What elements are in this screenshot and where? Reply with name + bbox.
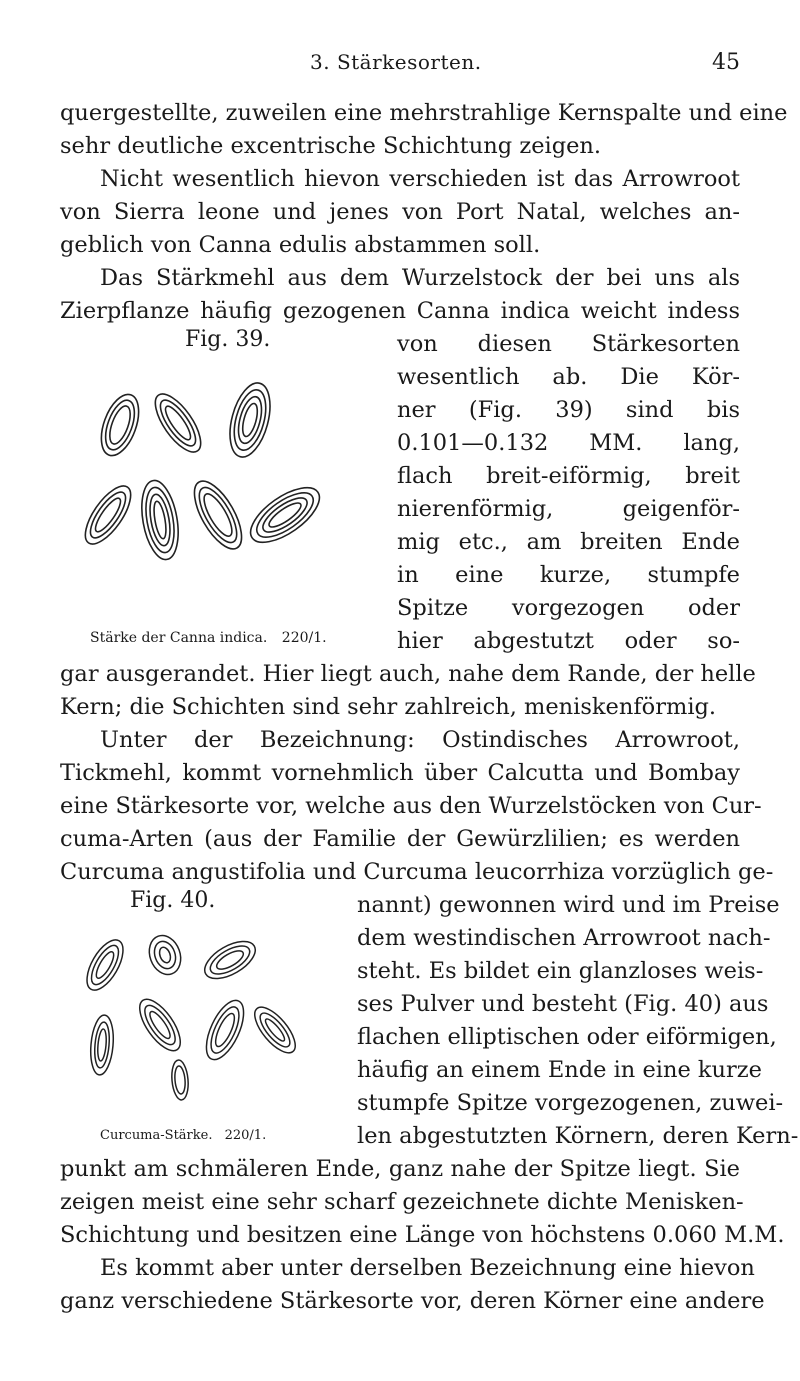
starch-grain bbox=[144, 931, 186, 979]
text-line: von Sierra leone und jenes von Port Natal, welches an- bbox=[60, 199, 740, 225]
text-line: flachen elliptischen oder eiförmigen, bbox=[357, 1024, 777, 1050]
text-line: 0.101—0.132 MM. lang, bbox=[397, 430, 740, 456]
figure-39-label: Fig. 39. bbox=[185, 327, 271, 352]
page-number: 45 bbox=[712, 50, 740, 75]
text-line: flach breit-eiförmig, breit bbox=[397, 463, 740, 489]
text-line: dem westindischen Arrowroot nach- bbox=[357, 925, 771, 951]
text-line: Nicht wesentlich hievon verschieden ist das Arrowroot bbox=[100, 166, 740, 192]
figure-40-caption: Curcuma-Stärke. 220/1. bbox=[100, 1128, 267, 1143]
starch-grain bbox=[170, 1059, 189, 1100]
text-line: Tickmehl, kommt vornehmlich über Calcutta und Bombay bbox=[60, 760, 740, 786]
text-line: Es kommt aber unter derselben Bezeichnung eine hievon bbox=[100, 1255, 755, 1281]
text-line: zeigen meist eine sehr scharf gezeichnete dichte Menisken- bbox=[60, 1189, 744, 1215]
running-head: 3. Stärkesorten. bbox=[310, 50, 482, 74]
text-line: häufig an einem Ende in eine kurze bbox=[357, 1057, 762, 1083]
text-line: hier abgestutzt oder so- bbox=[397, 628, 740, 654]
text-line: Kern; die Schichten sind sehr zahlreich, meniskenförmig. bbox=[60, 694, 717, 720]
text-line: eine Stärkesorte vor, welche aus den Wurzelstöcken von Cur- bbox=[60, 793, 762, 819]
text-line: Zierpflanze häufig gezogenen Canna indica weicht indess bbox=[60, 298, 740, 324]
starch-grain bbox=[80, 934, 130, 995]
starch-grain bbox=[132, 993, 188, 1057]
text-line: cuma-Arten (aus der Familie der Gewürzlilien; es werden bbox=[60, 826, 740, 852]
text-line: nierenförmig, geigenför- bbox=[397, 496, 740, 522]
starch-grain bbox=[199, 995, 251, 1065]
figure-40-label: Fig. 40. bbox=[130, 888, 216, 913]
starch-grain bbox=[199, 934, 261, 986]
text-line: gar ausgerandet. Hier liegt auch, nahe dem Rande, der helle bbox=[60, 661, 756, 687]
text-line: mig etc., am breiten Ende bbox=[397, 529, 740, 555]
figure-39-starch-grains bbox=[60, 365, 360, 625]
text-line: quergestellte, zuweilen eine mehrstrahlige Kernspalte und eine bbox=[60, 100, 788, 126]
text-line: wesentlich ab. Die Kör- bbox=[397, 364, 740, 390]
starch-grain bbox=[88, 1014, 115, 1076]
text-line: Curcuma angustifolia und Curcuma leucorrhiza vorzüglich ge- bbox=[60, 859, 774, 885]
text-line: ganz verschiedene Stärkesorte vor, deren Körner eine andere bbox=[60, 1288, 765, 1314]
text-line: von diesen Stärkesorten bbox=[397, 331, 740, 357]
text-line: Spitze vorgezogen oder bbox=[397, 595, 740, 621]
starch-grain bbox=[136, 478, 183, 563]
starch-grain bbox=[223, 379, 277, 462]
figure-39-caption: Stärke der Canna indica. 220/1. bbox=[90, 630, 327, 646]
starch-grain bbox=[94, 389, 146, 460]
starch-grain bbox=[147, 387, 209, 459]
text-line: len abgestutzten Körnern, deren Kern- bbox=[357, 1123, 799, 1149]
page-header bbox=[60, 50, 740, 90]
starch-grain bbox=[248, 1001, 302, 1059]
figure-40-starch-grains bbox=[80, 925, 340, 1125]
text-line: in eine kurze, stumpfe bbox=[397, 562, 740, 588]
text-line: steht. Es bildet ein glanzloses weis- bbox=[357, 958, 764, 984]
starch-grain bbox=[185, 474, 251, 556]
text-line: nannt) gewonnen wird und im Preise bbox=[357, 892, 780, 918]
text-line: Unter der Bezeichnung: Ostindisches Arrowroot, bbox=[100, 727, 740, 753]
text-line: Schichtung und besitzen eine Länge von höchstens 0.060 M.M. bbox=[60, 1222, 785, 1248]
starch-grain bbox=[77, 479, 139, 551]
text-line: punkt am schmäleren Ende, ganz nahe der Spitze liegt. Sie bbox=[60, 1156, 740, 1182]
text-line: ses Pulver und besteht (Fig. 40) aus bbox=[357, 991, 769, 1017]
text-line: Das Stärkmehl aus dem Wurzelstock der bei uns als bbox=[100, 265, 740, 291]
text-line: sehr deutliche excentrische Schichtung zeigen. bbox=[60, 133, 602, 159]
starch-grain bbox=[242, 477, 328, 552]
text-line: stumpfe Spitze vorgezogenen, zuwei- bbox=[357, 1090, 784, 1116]
text-line: geblich von Canna edulis abstammen soll. bbox=[60, 232, 541, 258]
text-line: ner (Fig. 39) sind bis bbox=[397, 397, 740, 423]
